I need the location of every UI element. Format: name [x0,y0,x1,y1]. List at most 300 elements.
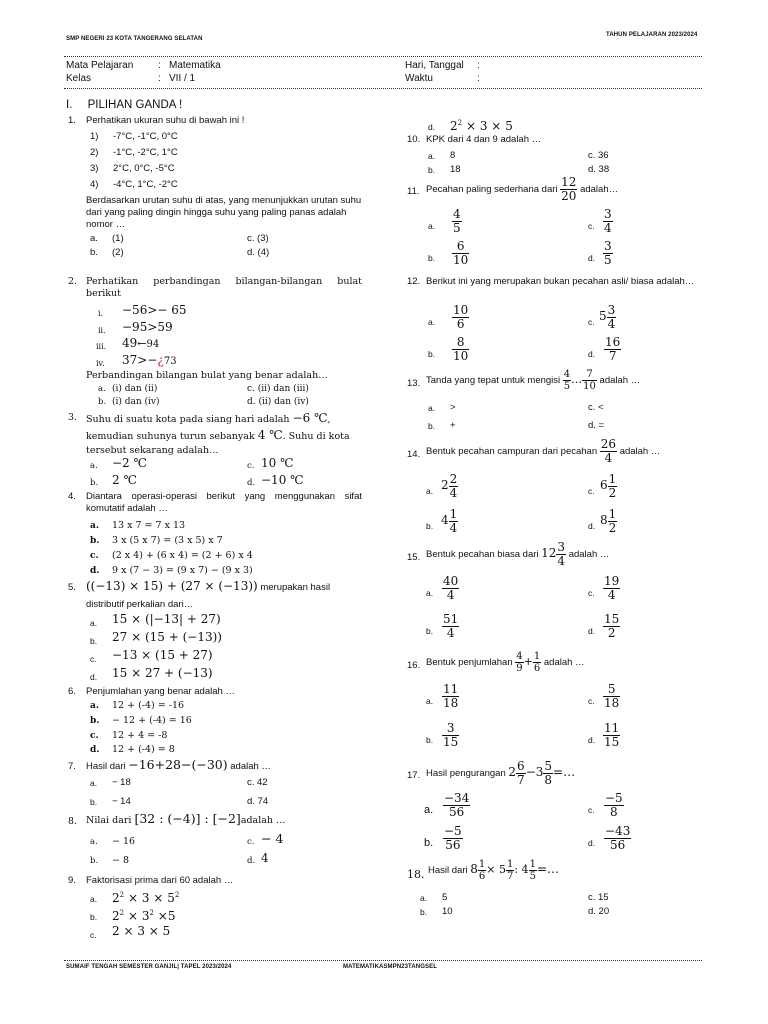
q7-text-tail: adalah … [230,761,271,772]
fraction [452,240,469,267]
q7-option-b-label: b. [90,797,98,807]
q16-option-c [603,683,620,710]
fraction [582,369,597,392]
subject-value: Matematika [169,60,221,71]
q2-item-value: 37>− [122,353,158,367]
q9-base: 2 [112,891,120,905]
q11-option-c [603,208,613,235]
q3-comma: , [327,414,331,425]
q9-option-b [112,907,175,922]
numerator: −5 [444,824,462,838]
q2-option-c: c. (ii) dan (iii) [247,384,309,394]
q16-option-c-label: c. [588,696,595,706]
denominator: 2 [608,521,617,535]
q17-option-c [604,792,624,819]
q2-option-a-label: a. [98,384,106,394]
fraction [543,760,553,787]
denominator: 56 [449,805,465,819]
q3-number: 3. [68,412,78,423]
q18-option-a: 5 [442,892,448,903]
q14-option-b-label: b. [426,521,434,531]
numerator: 1 [608,472,617,486]
q18-option-a-label: a. [420,893,428,903]
q9-base: 3 [479,119,488,133]
q9-option-d [450,117,513,132]
q4-option-c-label: c. [90,551,99,561]
numerator: 16 [605,335,621,349]
q4-option-a-label: a. [90,521,99,531]
q15-option-d [603,613,620,640]
q9-option-a [112,889,179,904]
q7-text [86,759,271,773]
q15-option-a-label: a. [426,588,434,598]
q1-item-label: 3) [90,163,99,174]
numerator: 4 [453,207,461,221]
q9-option-b-label: b. [90,912,98,922]
numerator: 3 [604,207,612,221]
fraction [603,722,620,749]
q10-option-c: c. 36 [588,150,609,161]
numerator: 10 [453,303,469,317]
q12-text: Berikut ini yang merupakan bukan pecahan asli/ biasa adalah… [426,276,695,287]
q11-option-a-label: a. [428,221,436,231]
numerator: 1 [506,859,514,870]
fraction [452,208,462,235]
q9-exponent: 2 [149,909,154,917]
q9-exponent: 2 [174,891,180,899]
colon: : [158,73,161,84]
q10-number: 10. [407,134,421,145]
fraction [604,336,621,363]
q15-number: 15. [407,552,421,563]
q7-option-a-label: a. [90,778,98,788]
q3-option-a-label: a. [90,461,98,471]
q6-option-c-label: c. [90,731,99,741]
q16-option-a [442,683,459,710]
colon: : [477,60,480,71]
q11-text-content: Pecahan paling sederhana dari [426,184,558,196]
blank-dots: … [571,373,583,387]
q3-text [86,412,331,426]
q15-option-b [442,613,459,640]
q9-base: 3 [141,891,150,905]
q9-option-a-label: a. [90,894,98,904]
q9-number: 9. [68,875,76,886]
q1-item: -7°C, -1°C, 0°C [113,131,178,142]
times-five: × 5 [486,863,506,877]
fraction [608,508,618,535]
numerator: 1 [533,651,541,662]
q12-option-c-label: c. [588,317,595,327]
q11-option-c-label: c. [588,221,595,231]
q11-fraction [560,176,577,203]
q9-option-c-label: c. [90,930,97,940]
fraction [603,683,620,710]
q9-exponent: 2 [119,891,125,899]
denominator: 6 [533,663,541,674]
q4-option-d: 9 x (7 − 3) = (9 x 7) − (9 x 3) [112,565,253,576]
numerator: 40 [443,574,459,588]
q1-option-a-label: a. [90,233,98,244]
q15-option-c-label: c. [588,588,595,598]
q16-option-d-label: d. [588,735,596,745]
q5-option-b: 27 × (15 + (−13)) [112,630,222,644]
q10-text: KPK dari 4 dan 9 adalah … [426,134,542,145]
q15-text [426,541,609,568]
q9-base: 2 [112,909,120,923]
q1-number: 1. [68,115,76,126]
fraction [442,722,459,749]
q16-option-a-label: a. [426,696,434,706]
colon: : [158,60,161,71]
times-symbol: × [491,119,502,133]
denominator: 5 [604,253,612,267]
q3-option-c-label: c. [247,461,255,471]
q3-temperature: 4 ℃ [257,428,283,442]
q2-item-label: iii. [96,342,107,351]
q18-option-b-label: b. [420,907,428,917]
q12-option-c [599,304,616,331]
school-name: SMP NEGERI 23 KOTA TANGERANG SELATAN [66,36,203,42]
q3-text-c: . Suhu di kota [282,431,350,442]
denominator: 15 [604,735,620,749]
fraction [603,208,613,235]
q15-option-c [603,575,620,602]
times-symbol: × [465,119,476,133]
q14-option-a [441,473,458,500]
denominator: 4 [607,317,616,331]
q3-text-d: tersebut sekarang adalah… [86,445,219,456]
q13-text [426,369,640,392]
q1-text2: Berdasarkan urutan suhu di atas, yang menunjukkan urutan suhu dari yang paling dingin hingga suhu yang paling panas adalah nomor … [86,195,362,230]
q8-option-a: − 16 [112,836,136,847]
q6-option-a-label: a. [90,701,99,711]
numerator: 2 [449,472,458,486]
q18-text [428,859,559,882]
q15-option-a [442,575,459,602]
denominator: 8 [544,773,553,787]
q2-item: −95>59 [122,320,173,334]
q16-text-tail: adalah … [543,657,585,669]
footer-divider [64,960,702,961]
numerator: 5 [544,759,553,773]
q5-option-a-label: a. [90,618,98,628]
q14-option-c-label: c. [588,486,595,496]
q6-option-d: 12 + (-4) = 8 [112,744,175,755]
q9-text: Faktorisasi prima dari 60 adalah … [86,875,234,886]
denominator: 15 [443,735,459,749]
fraction [442,575,459,602]
q5-option-a: 15 × (|−13| + 27) [112,612,221,626]
q3-temperature: −6 ℃ [292,411,328,425]
equals-dots: =… [536,862,559,877]
numerator: 26 [600,437,617,451]
fraction [442,683,459,710]
q7-option-c: c. 42 [247,777,268,788]
denominator: 10 [453,349,469,363]
fraction [478,859,486,882]
fraction [515,651,523,674]
q6-option-c: 12 + 4 = -8 [112,730,168,741]
fraction [529,859,537,882]
q3-option-b-label: b. [90,478,99,488]
denominator: 9 [516,663,523,674]
equals-dots: =… [553,765,576,780]
numerator: 4 [516,651,523,662]
q6-option-a: 12 + (-4) = -16 [112,700,185,711]
q3-option-d-label: d. [247,478,256,488]
q11-option-b [452,240,469,267]
q16-option-b-label: b. [426,735,434,745]
q8-option-d-label: d. [247,856,256,866]
q2-item [122,354,177,368]
q4-option-a: 13 x 7 = 7 x 13 [112,520,186,531]
denominator: 4 [446,588,455,602]
q3-text-line2 [86,429,350,443]
q3-option-d: −10 ℃ [261,473,304,487]
q2-item [122,337,159,351]
fraction [600,438,617,465]
whole-number: 12 [541,546,557,561]
q4-option-b: 3 x (5 x 7) = (3 x 5) x 7 [112,535,223,546]
q2-number: 2. [68,276,78,287]
numerator: 3 [557,540,566,554]
q12-option-d-label: d. [588,349,596,359]
denominator: 18 [443,696,459,710]
fraction [603,575,620,602]
numerator: 6 [452,240,469,254]
q13-option-a-label: a. [428,403,436,413]
q1-text: Perhatikan ukuran suhu di bawah ini ! [86,115,245,126]
info-divider [64,88,702,89]
q1-item-label: 2) [90,147,99,158]
times-symbol: × [127,891,138,905]
whole-number: 8 [470,862,478,877]
whole-number: 2 [441,478,449,493]
whole-number: 8 [600,513,608,528]
q3-option-b: 2 ℃ [112,473,137,487]
denominator: 10 [453,253,469,267]
q7-number: 7. [68,761,76,772]
numerator: 1 [529,859,536,870]
q17-option-b-label: b. [424,837,434,849]
minus-whole: −3 [525,765,544,780]
q13-number: 13. [407,378,421,389]
denominator: 7 [506,871,514,882]
q11-option-d [603,240,613,267]
q14-option-c [600,473,617,500]
q18-text-content: Hasil dari [428,865,468,877]
footer-right: MATEMATIKASMPN23TANGSEL [343,964,437,970]
q6-text: Penjumlahan yang benar adalah … [86,686,235,697]
fraction [608,473,618,500]
q5-option-d: 15 × 27 + (−13) [112,666,213,680]
q15-text-content: Bentuk pecahan biasa dari [426,549,539,561]
q3-option-a: −2 ℃ [112,456,147,470]
q11-option-a [452,208,462,235]
denominator: 4 [607,588,616,602]
q5-text2: distributif perkalian dari… [86,599,194,610]
q14-text-tail: adalah … [619,446,661,458]
q2-item-value: 49 [122,336,138,350]
times-symbol: × [127,909,138,923]
numerator: 5 [603,683,620,697]
q4-option-c: (2 x 4) + (6 x 4) = (2 + 6) x 4 [112,550,253,561]
q5-expression: ((−13) × 15) + (27 × (−13)) [86,579,258,593]
numerator: 6 [517,759,525,773]
denominator: 4 [604,451,613,465]
q2-option-a: (i) dan (ii) [112,384,158,394]
q10-option-b-label: b. [428,165,436,175]
q16-text [426,651,585,674]
numerator: 3 [607,303,616,317]
q8-option-c: − 4 [261,831,284,846]
q9-base: 5 [167,909,176,923]
section-title-text: PILIHAN GANDA ! [87,99,183,111]
fraction [533,651,541,674]
date-label: Hari, Tanggal [405,60,464,71]
q9-base: 2 [450,119,458,133]
subject-label: Mata Pelajaran [66,60,134,71]
q7-expression: −16+28−(−30) [128,757,228,772]
q17-number: 17. [407,770,421,781]
q5-number: 5. [68,582,76,593]
denominator: 6 [456,317,465,331]
numerator: −34 [444,791,470,805]
q10-option-a: 8 [450,150,456,161]
q4-number: 4. [68,491,76,502]
denominator: 4 [446,626,455,640]
q1-option-b: (2) [112,247,124,258]
numerator: 19 [604,574,620,588]
q4-text: Diantara operasi-operasi berikut yang menggunakan sifat komutatif adalah … [86,491,362,514]
q1-option-b-label: b. [90,247,98,258]
q5-text [86,580,330,594]
q18-option-c: c. 15 [588,892,609,903]
q5-text-content: merupakan hasil [260,582,331,593]
footer-left: SUMAIF TENGAH SEMESTER GANJIL| TAPEL 2023/2024 [66,964,232,970]
q16-number: 16. [407,660,421,671]
q2-item-label: i. [98,309,104,318]
q11-number: 11. [407,186,420,197]
q9-exponent: 2 [119,909,125,917]
q6-option-d-label: d. [90,745,100,755]
q11-text [426,176,618,203]
q15-option-d-label: d. [588,626,596,636]
q12-option-a-label: a. [428,317,436,327]
q8-option-b-label: b. [90,856,99,866]
q2-text-content: Perhatikan perbandingan bilangan-bilangan bulat berikut [86,276,362,299]
fraction [443,825,463,852]
q12-option-d [604,336,621,363]
q4-option-d-label: d. [90,566,100,576]
q13-option-d: d. = [588,420,605,431]
q9-base: 5 [505,119,513,133]
q17-option-c-label: c. [588,805,595,815]
q5-option-c: −13 × (15 + 27) [112,648,213,662]
q8-text [86,813,286,827]
q14-text-content: Bentuk pecahan campuran dari pecahan [426,446,598,458]
q3-option-c: 10 ℃ [261,456,294,470]
q2-item-label: ii. [98,326,106,335]
plus-symbol: + [523,655,533,669]
denominator: 4 [449,521,458,535]
q2-text2: Perbandingan bilangan bulat yang benar adalah… [86,370,328,381]
numerator: 1 [449,507,458,521]
fraction [443,792,470,819]
times-symbol: × [153,891,164,905]
academic-year: TAHUN PELAJARAN 2023/2024 [606,32,698,38]
q1-item-label: 1) [90,131,99,142]
q8-option-c-label: c. [247,837,255,847]
q2-item-value: 94 [146,339,160,350]
q7-option-a: − 18 [112,777,131,788]
whole-number: 5 [599,309,607,324]
q18-option-b: 10 [442,906,453,917]
q15-text-tail: adalah … [568,549,610,561]
q13-option-b: + [450,420,456,431]
header-divider [64,56,702,57]
fraction [449,508,459,535]
q2-item-label: iv. [96,359,105,368]
q1-item: -1°C, -2°C, 1°C [113,147,178,158]
q11-text-tail: adalah… [580,184,619,196]
q9-option-c: 2 × 3 × 5 [112,924,171,938]
fraction [607,304,617,331]
q17-option-a [443,792,470,819]
q13-text-content: Tanda yang tepat untuk mengisi [426,375,561,387]
fraction [603,240,613,267]
q9-option-d-label: d. [428,122,436,132]
fraction [604,825,631,852]
q10-option-d: d. 38 [588,164,610,175]
denominator: 56 [610,838,626,852]
q8-option-b: − 8 [112,855,130,866]
numerator: 8 [452,336,469,350]
numerator: 11 [443,682,459,696]
q10-option-b: 18 [450,164,461,175]
arrow-left-icon: ← [137,337,147,350]
divide-four: : 4 [514,863,529,877]
q17-option-a-label: a. [424,804,434,816]
numerator: 3 [604,239,612,253]
q3-text-b: kemudian suhunya turun sebanyak [86,431,255,442]
q14-option-d-label: d. [588,521,596,531]
q11-option-b-label: b. [428,253,436,263]
q8-text-tail: adalah … [240,815,286,826]
q4-option-b-label: b. [90,536,100,546]
denominator: 8 [610,805,618,819]
class-label: Kelas [66,73,92,84]
denominator: 56 [445,838,461,852]
q14-option-b [441,508,458,535]
q14-number: 14. [407,449,421,460]
q16-text-content: Bentuk penjumlahan [426,657,513,669]
q17-text [426,760,575,787]
denominator: 2 [607,626,616,640]
fraction [452,336,469,363]
q14-option-d [600,508,617,535]
q18-option-d: d. 20 [588,906,610,917]
q1-option-c: c. (3) [247,233,269,244]
fraction [442,613,459,640]
q2-item-value: 73 [163,356,177,367]
q14-option-a-label: a. [426,486,434,496]
q1-option-a: (1) [112,233,124,244]
q2-item-glyph: ¿ [157,353,164,367]
q2-option-b-label: b. [98,397,107,407]
numerator: 1 [608,507,617,521]
